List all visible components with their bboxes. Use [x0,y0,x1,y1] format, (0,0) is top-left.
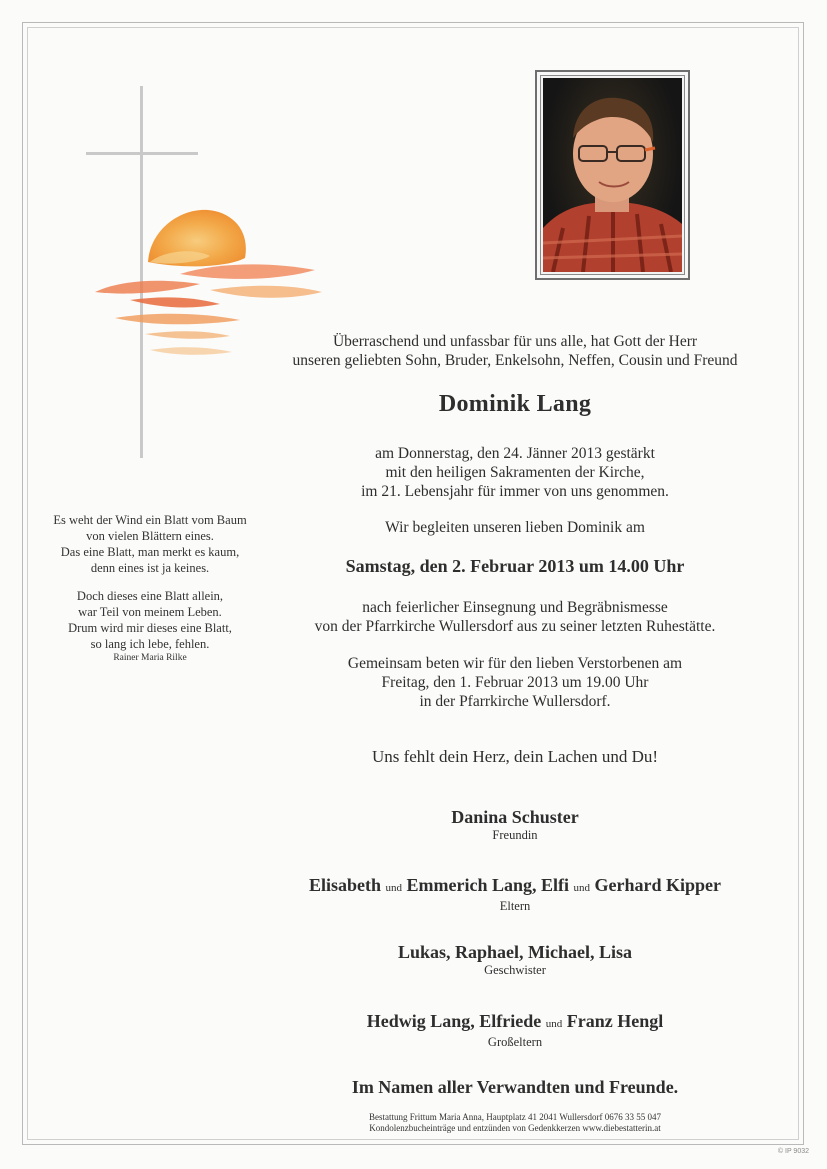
poem-author: Rainer Maria Rilke [113,653,187,663]
poem-stanza-1 [30,512,270,576]
mourner-name-part: Franz Hengl [566,1011,664,1031]
cross-horizontal-bar [86,152,198,155]
sunset-stroke [150,347,232,355]
sunset-stroke [180,264,315,279]
mourner-role: Großeltern [487,1035,543,1049]
mourner-role: Geschwister [484,963,546,977]
copyright-mark: © IP 9032 [777,1148,809,1155]
sunset-stroke [210,286,322,298]
ceremony-line: nach feierlicher Einsegnung und Begräbnismesse [362,599,668,616]
mourner-name [275,1010,755,1035]
sunset-stroke [115,314,240,325]
mourner-group-friend [275,806,755,843]
ceremony-details [275,598,755,636]
ceremony-line: von der Pfarrkirche Wullersdorf aus zu seiner letzten Ruhestätte. [314,618,716,635]
sunset-stroke [145,331,230,339]
prayer-line: Freitag, den 1. Februar 2013 um 19.00 Uhr [381,674,649,691]
deceased-name: Dominik Lang [438,391,592,417]
sunset-stroke [130,297,220,307]
funeral-date: Samstag, den 2. Februar 2013 um 14.00 Uhr [345,556,685,576]
prayer-details [275,654,755,711]
poem-line: denn eines ist ja keines. [90,561,210,575]
mourner-group-siblings [275,941,755,978]
poem-line: war Teil von meinem Leben. [78,605,222,619]
poem-line: Das eine Blatt, man merkt es kaum, [60,545,240,559]
undertaker-footer [275,1112,755,1134]
poem-line: von vielen Blättern eines. [86,529,214,543]
closing-line: Im Namen aller Verwandten und Freunde. [351,1077,679,1097]
intro-line: Überraschend und unfassbar für uns alle, hat Gott der Herr [332,333,698,350]
mourner-role: Freundin [492,828,538,842]
mourner-name-part: Elisabeth [308,875,382,895]
prayer-line: Gemeinsam beten wir für den lieben Verstorbenen am [347,655,683,672]
poem-line: Drum wird mir dieses eine Blatt, [68,621,232,635]
death-details [275,444,755,501]
footer-line: Bestattung Frittum Maria Anna, Hauptplatz 41 2041 Wullersdorf 0676 33 55 047 [369,1112,661,1122]
mourner-name: Danina Schuster [451,807,579,827]
mourner-name-part: Hedwig Lang, Elfriede [366,1011,542,1031]
poem-stanza-2 [30,588,270,664]
footer-line: Kondolenzbucheinträge und entzünden von Gedenkkerzen www.diebestatterin.at [369,1123,661,1133]
conjunction: und [573,882,591,894]
mourner-name [275,874,755,899]
death-line: mit den heiligen Sakramenten der Kirche, [385,464,645,481]
poem-line: Es weht der Wind ein Blatt vom Baum [53,513,247,527]
mourner-group-grandparents [275,1010,755,1050]
prayer-line: in der Pfarrkirche Wullersdorf. [419,693,611,710]
mourner-role: Eltern [499,899,531,913]
portrait-photo [543,78,682,272]
poem-line: Doch dieses eine Blatt allein, [76,589,224,603]
death-line: im 21. Lebensjahr für immer von uns genommen. [361,483,669,500]
accompany-text: Wir begleiten unseren lieben Dominik am [385,519,645,536]
announcement-intro [275,332,755,370]
mourner-name-part: Gerhard Kipper [594,875,722,895]
poem-line: so lang ich lebe, fehlen. [90,637,210,651]
death-line: am Donnerstag, den 24. Jänner 2013 gestärkt [375,445,655,462]
conjunction: und [385,882,403,894]
portrait-photo-frame [535,70,690,280]
sunset-stroke [95,281,200,294]
mourner-name: Lukas, Raphael, Michael, Lisa [397,942,633,962]
intro-line: unseren geliebten Sohn, Bruder, Enkelsohn, Neffen, Cousin und Freund [292,352,738,369]
conjunction: und [545,1018,563,1030]
motto: Uns fehlt dein Herz, dein Lachen und Du! [371,747,659,766]
mourner-name-part: Emmerich Lang, Elfi [406,875,570,895]
mourner-group-parents [275,874,755,914]
